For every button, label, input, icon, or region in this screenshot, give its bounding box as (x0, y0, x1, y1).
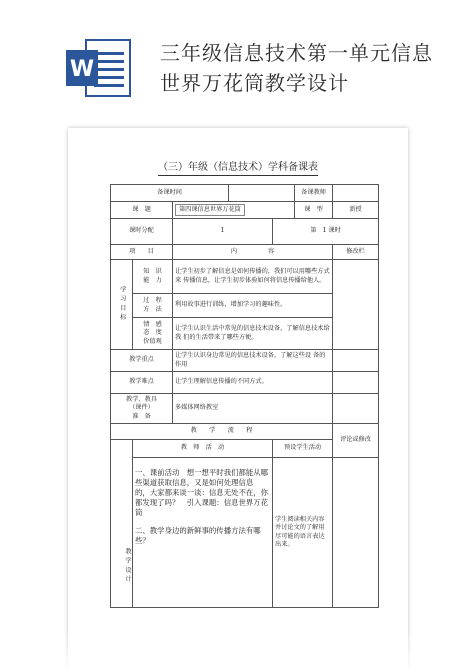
teacher-activity-cell (133, 458, 273, 608)
knowledge-content: 让学生初步了解信息是如何传播的，我们可以用哪些方式来 传播信息，让学生初步体验如何将信息传播给他人。 (173, 260, 333, 294)
emotion-label: 情 感 态 度 价值观 (133, 318, 173, 350)
prep-time-label: 备课时间 (111, 185, 229, 202)
key-point-revision (333, 350, 379, 372)
revision-cell (333, 260, 379, 350)
title-line-1: 三年级信息技术第一单元信息 (160, 41, 433, 65)
topic-value: 第四课信息世界万花筒 (175, 204, 245, 216)
emotion-content: 让学生认识生活中常见的信息技术设备，了解信息技术给我 们的生活带来了哪些方便。 (173, 318, 333, 350)
objectives-label: 学习目标 (111, 260, 133, 350)
topic-label: 课 题 (111, 202, 173, 219)
difficulty-label: 教学难点 (111, 372, 173, 394)
resources-content: 多媒体网络教室 (173, 394, 333, 424)
document-page (68, 128, 408, 669)
difficulty-revision (333, 372, 379, 394)
type-label: 课 型 (295, 202, 333, 219)
resources-revision (333, 394, 379, 424)
form-title: （三）年级（信息技术）学科备课表 (68, 158, 408, 173)
teacher-activity-2: 二、教学身边的新鲜事的传播方法有哪些？ (135, 525, 261, 545)
flow-header: 教 学 流 程 (111, 424, 333, 440)
header-banner (0, 0, 474, 118)
difficulty-content: 让学生理解信息传播的不同方式。 (173, 372, 333, 394)
design-label: 教学设计 (124, 548, 131, 585)
resources-label: 教学、教具 （课件） 准 备 (111, 394, 173, 424)
period-count: 1 (173, 219, 273, 245)
student-activity-header: 预设学生活动 (273, 440, 333, 458)
bottom-fade (0, 629, 474, 669)
revision-header: 修改栏 (333, 245, 379, 260)
prep-teacher-label: 备课教师 (295, 185, 333, 202)
title-line-2: 世界万花筒教学设计 (160, 71, 349, 95)
lesson-plan-table (110, 184, 379, 608)
comment-header: 评论或修改 (333, 424, 379, 458)
process-label: 过 程 方 法 (133, 294, 173, 318)
item-header: 项 目 (111, 245, 173, 260)
period-number: 第 1 课时 (273, 219, 379, 245)
period-alloc-label: 课时分配 (111, 219, 173, 245)
comment-cell (333, 458, 379, 608)
word-document-icon (64, 38, 134, 98)
student-activity-cell: 学生阅读相关内容并讨论文的了解用尽可能的语言表达出来。 (273, 458, 333, 608)
knowledge-label: 知 识 能 力 (133, 260, 173, 294)
teacher-activity-header: 教 师 活 动 (133, 440, 273, 458)
key-point-content: 让学生认识身边常见的信息技术设备，了解这些设 备的作用 (173, 350, 333, 372)
process-content: 利用故事进行训练，增加学习的趣味性。 (173, 294, 333, 318)
type-value: 新授 (333, 202, 379, 219)
prep-teacher-value (333, 185, 379, 202)
content-header: 内 容 (173, 245, 333, 260)
prep-time-value (229, 185, 295, 202)
teacher-activity-1: 一、课前活动 想一想平时我们都能从哪些渠道获取信息，又是如何处理信息 的，大家都来谈一谈：信息无处不在，你都发现了吗？ 引入课题：信息世界万花筒 (135, 468, 269, 517)
page-title (160, 38, 460, 98)
word-icon-letter: W (69, 57, 95, 82)
key-point-label: 教学重点 (111, 350, 173, 372)
